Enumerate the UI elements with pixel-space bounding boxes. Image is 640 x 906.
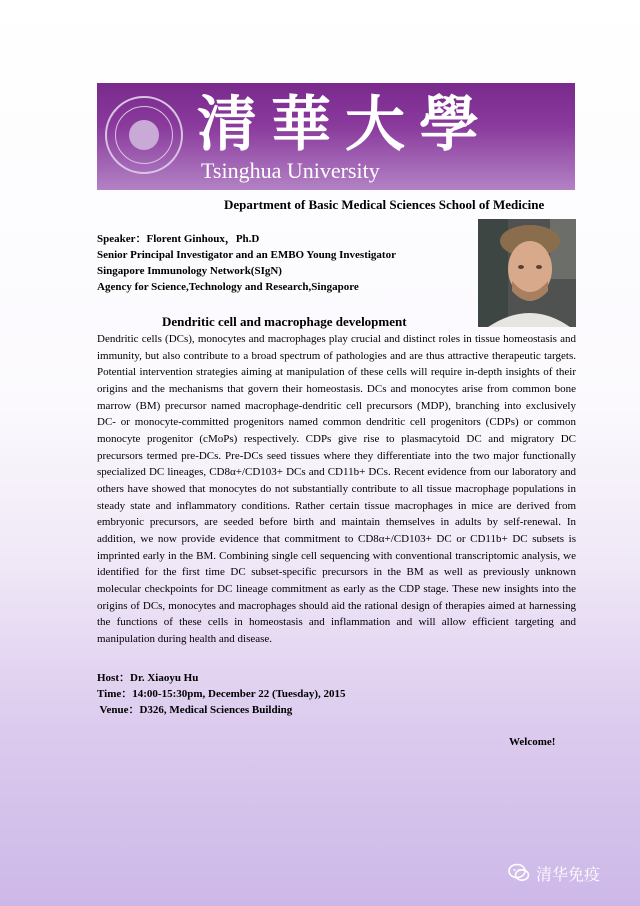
host-line: Host：Dr. Xiaoyu Hu	[97, 672, 199, 684]
university-name-chinese: 清華大學	[197, 90, 493, 160]
wechat-icon	[508, 863, 530, 883]
university-name-english: Tsinghua University	[201, 158, 380, 183]
abstract-text: Dendritic cells (DCs), monocytes and macrophages play crucial and distinct roles in tissue homeostasis and immunity, but also contribute to a broad spectrum of pathologies and are thus attractive therapeutic targets. Potential intervention strategies aiming at manipulation of these cells will require in-depth insights of their origins and the mechanisms that govern their homeostasis. DCs and monocytes arise from common bone marrow (BM) precursor named macrophage-dendritic cell precursors (MDP), branching into exclusively DC- or monocyte-committed progenitors named common dendritic cell progenitors (CDPs) or common monocyte progenitor (cMoPs) respectively. CDPs give rise to plasmacytoid DC and migratory DC precursors termed pre-DCs. Pre-DCs seed tissues where they differentiate into the two major functionally specialized DC lineages, CD8α+/CD103+ DCs and CD11b+ DCs. Recent evidence from our laboratory and others have showed that monocytes do not substantially contribute to all tissue macrophage populations in steady state and inflammatory conditions. Rather certain tissue macrophages in mice are derived from embryonic precursors, are seeded before birth and maintain themselves in adults by self-renewal. In addition, we now provide evidence that commitment to CD8α+/CD103+ DC or CD11b+ DC subsets is imprinted early in the BM. Combining single cell sequencing with conventional transcriptomic analysis, we identified for the first time DC subset-specific precursors in the BM as well as previously unknown molecular checkpoints for DC lineage commitment as early as the CDP stage. These new insights into the origins of DCs, monocytes and macrophages should aid the rational design of therapies aimed at harnessing the functions of these cells in homeostasis and inflammation and will allow efficient targeting and manipulation during health and disease.	[97, 333, 576, 645]
venue-line: Venue：D326, Medical Sciences Building	[97, 704, 293, 716]
watermark	[508, 860, 628, 886]
speaker-name: Speaker：Florent Ginhoux，Ph.D	[97, 233, 260, 245]
talk-title: Dendritic cell and macrophage development	[162, 314, 407, 329]
speaker-block	[97, 231, 396, 295]
speaker-title: Senior Principal Investigator and an EMBO Young Investigator	[97, 249, 396, 261]
university-seal-icon	[105, 96, 183, 174]
speaker-affiliation-2: Agency for Science,Technology and Research,Singapore	[97, 281, 359, 293]
header-banner	[97, 83, 575, 190]
time-line: Time：14:00-15:30pm, December 22 (Tuesday), 2015	[97, 688, 346, 700]
watermark-text: 清华免疫	[536, 864, 601, 884]
speaker-affiliation-1: Singapore Immunology Network(SIgN)	[97, 265, 282, 277]
speaker-photo	[478, 219, 576, 327]
department-heading: Department of Basic Medical Sciences School of Medicine	[224, 197, 545, 212]
event-info	[97, 670, 346, 718]
welcome-text: Welcome!	[509, 736, 556, 748]
